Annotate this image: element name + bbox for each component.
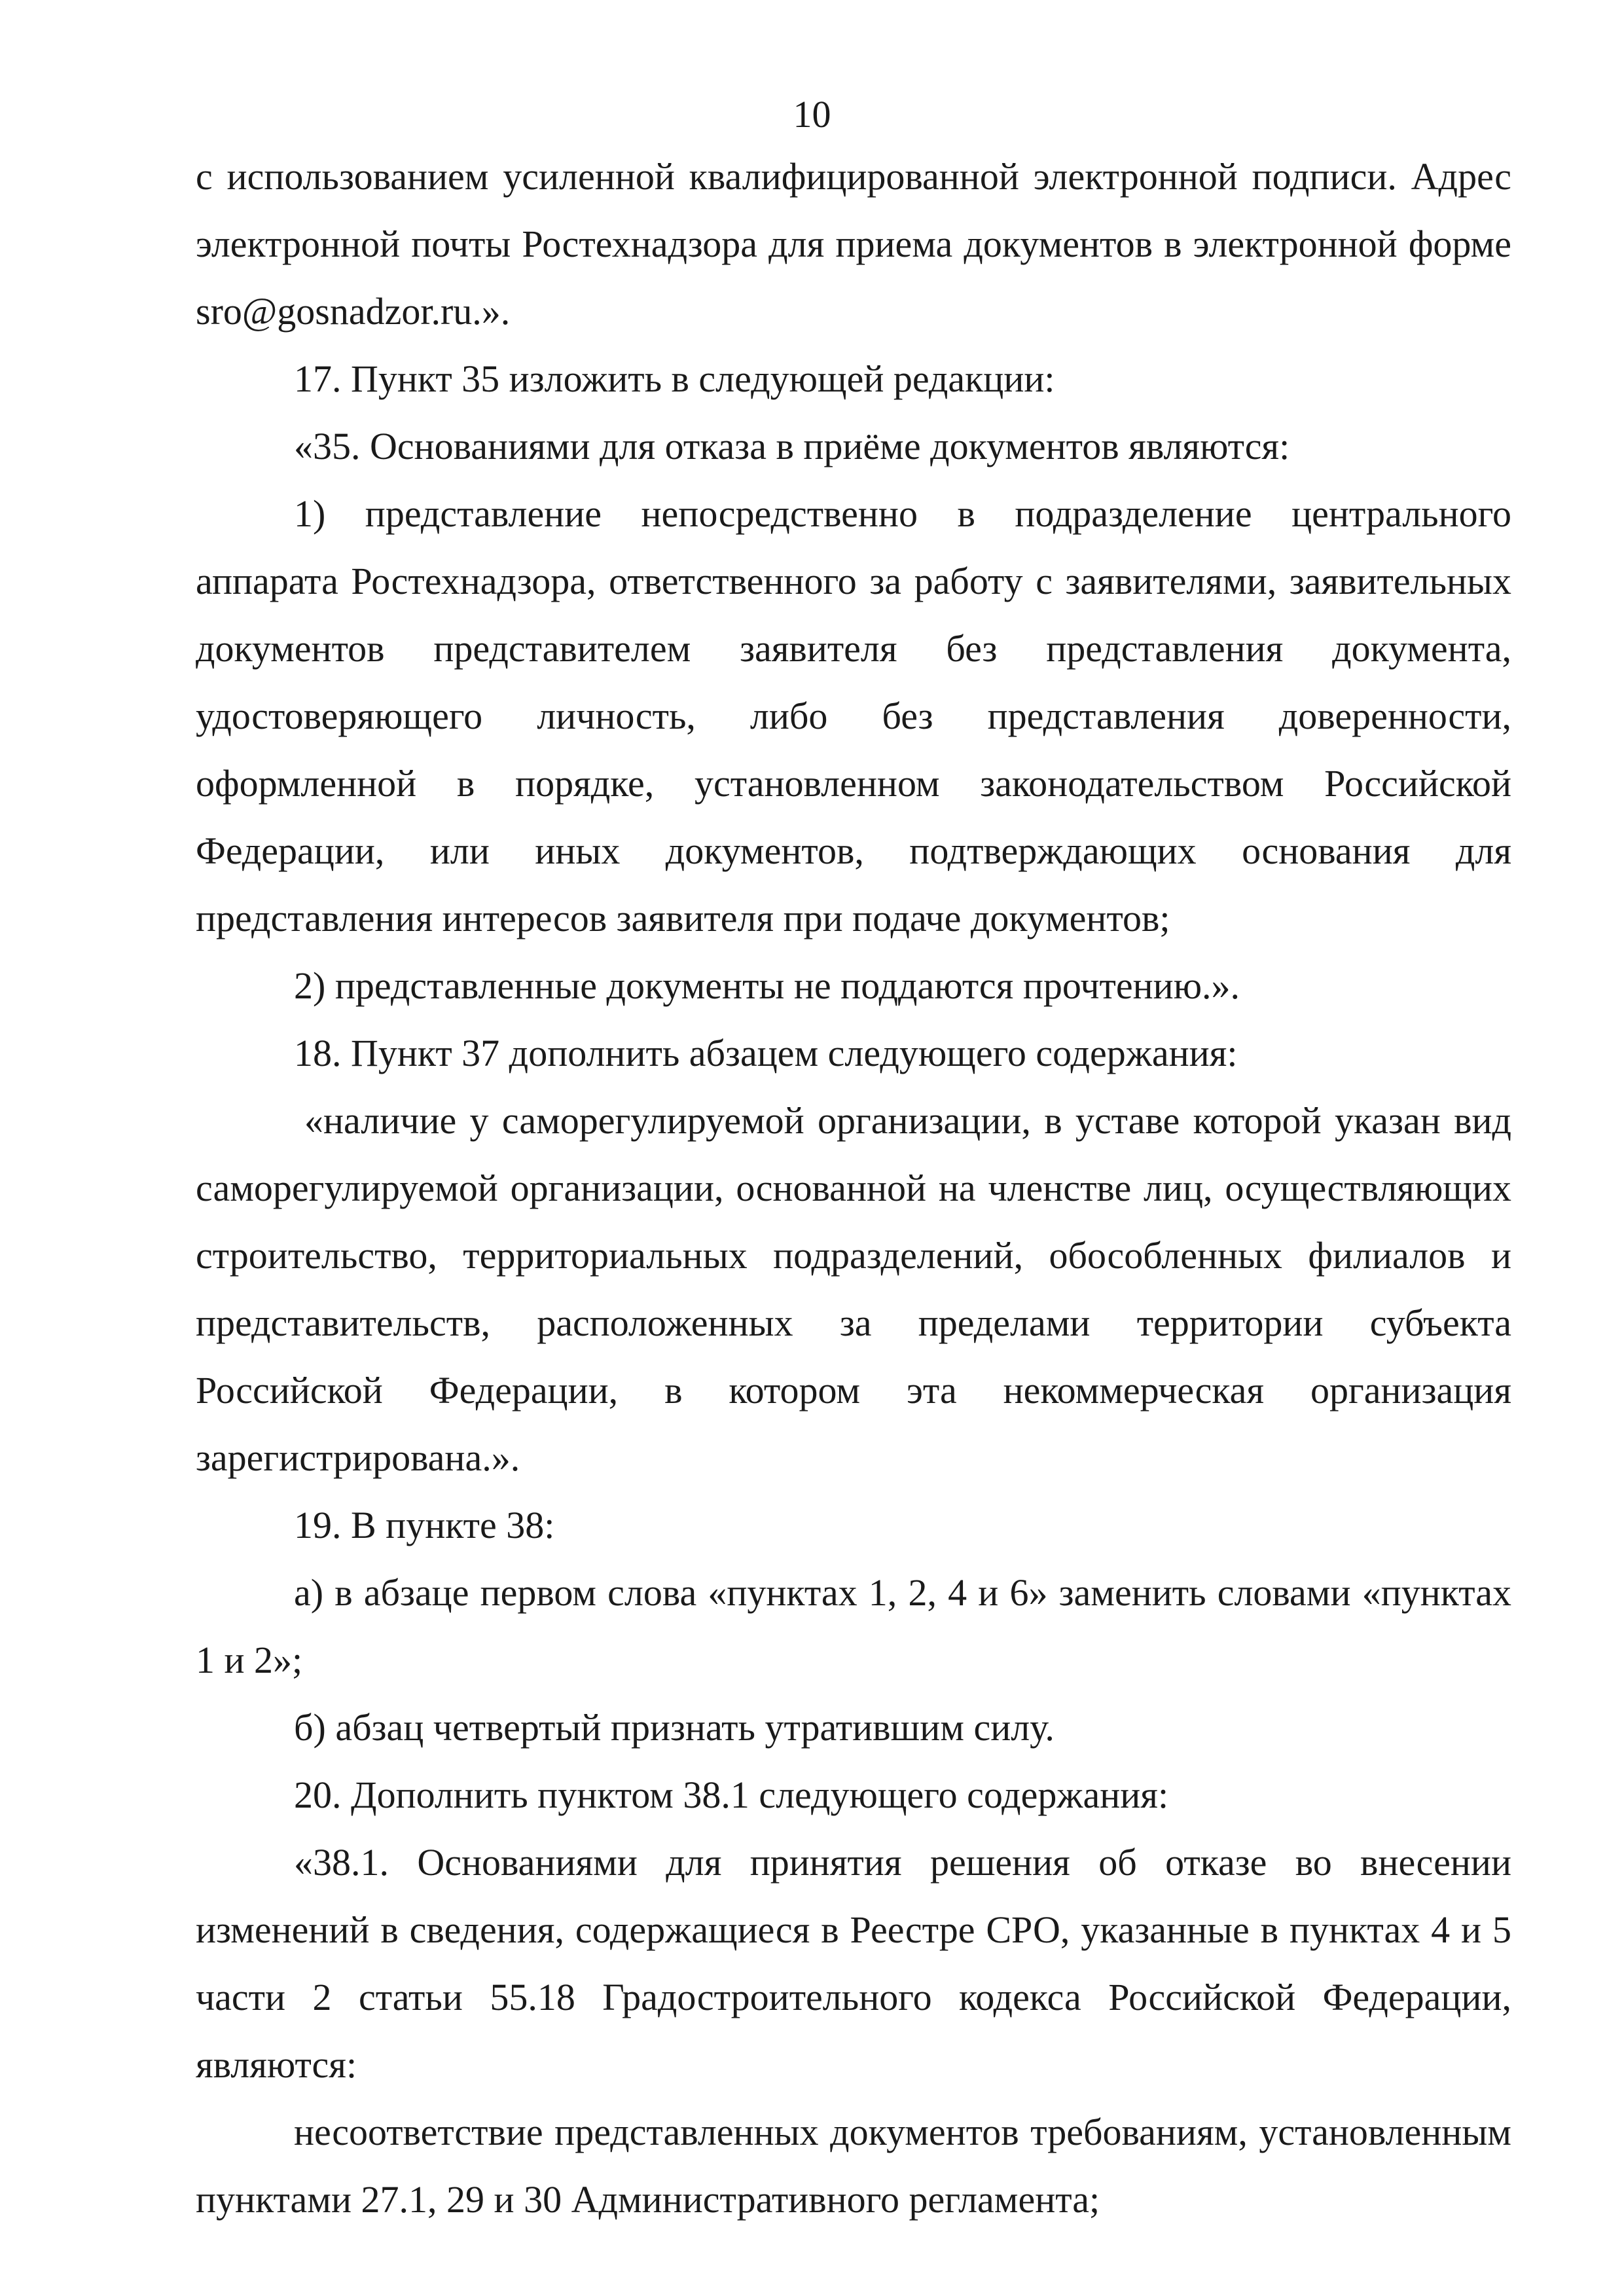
paragraph-item-19-b: б) абзац четвертый признать утратившим силу. <box>294 1706 1055 1749</box>
paragraph-continuation: с использованием усиленной квалифицированной электронной подписи. Адрес электронной почты Ростехнадзора для приема документов в электронной форме sro@gosnadzor.ru.». <box>196 155 1511 333</box>
paragraph-clause-37-addition: «наличие у саморегулируемой организации, в уставе которой указан вид саморегулируемой организации, основанной на членстве лиц, осуществляющих строительство, территориальных подразделений, обособленных филиалов и представительств, расположенных за пределами территории субъекта Российской Федерации, в котором эта некоммерческая организация зарегистрирована.». <box>196 1099 1511 1479</box>
paragraph-item-19: 19. В пункте 38: <box>294 1504 555 1546</box>
paragraph-item-18: 18. Пункт 37 дополнить абзацем следующего содержания: <box>294 1032 1238 1074</box>
paragraph-item-17: 17. Пункт 35 изложить в следующей редакции: <box>294 357 1055 400</box>
paragraph-item-20: 20. Дополнить пунктом 38.1 следующего содержания: <box>294 1774 1169 1816</box>
paragraph-clause-35: «35. Основаниями для отказа в приёме документов являются: <box>294 425 1290 467</box>
paragraph-clause-35-sub-1: 1) представление непосредственно в подразделение центрального аппарата Ростехнадзора, ответственного за работу с заявителями, заявительных документов представителем заявителя без представления документа, удостоверяющего личность, либо без представления доверенности, оформленной в порядке, установленном законодательством Российской Федерации, или иных документов, подтверждающих основания для представления интересов заявителя при подаче документов; <box>196 492 1511 939</box>
paragraph-clause-35-sub-2: 2) представленные документы не поддаются прочтению.». <box>294 964 1240 1007</box>
paragraph-clause-38-1: «38.1. Основаниями для принятия решения об отказе во внесении изменений в сведения, содержащиеся в Реестре СРО, указанные в пунктах 4 и 5 части 2 статьи 55.18 Градостроительного кодекса Российской Федерации, являются: <box>196 1841 1511 2086</box>
paragraph-clause-38-1-ground: несоответствие представленных документов требованиям, установленным пунктами 27.1, 29 и 30 Административного регламента; <box>196 2111 1511 2221</box>
document-body <box>196 143 1511 2233</box>
page-number: 10 <box>793 93 831 136</box>
paragraph-item-19-a: а) в абзаце первом слова «пунктах 1, 2, 4 и 6» заменить словами «пунктах 1 и 2»; <box>196 1571 1511 1681</box>
